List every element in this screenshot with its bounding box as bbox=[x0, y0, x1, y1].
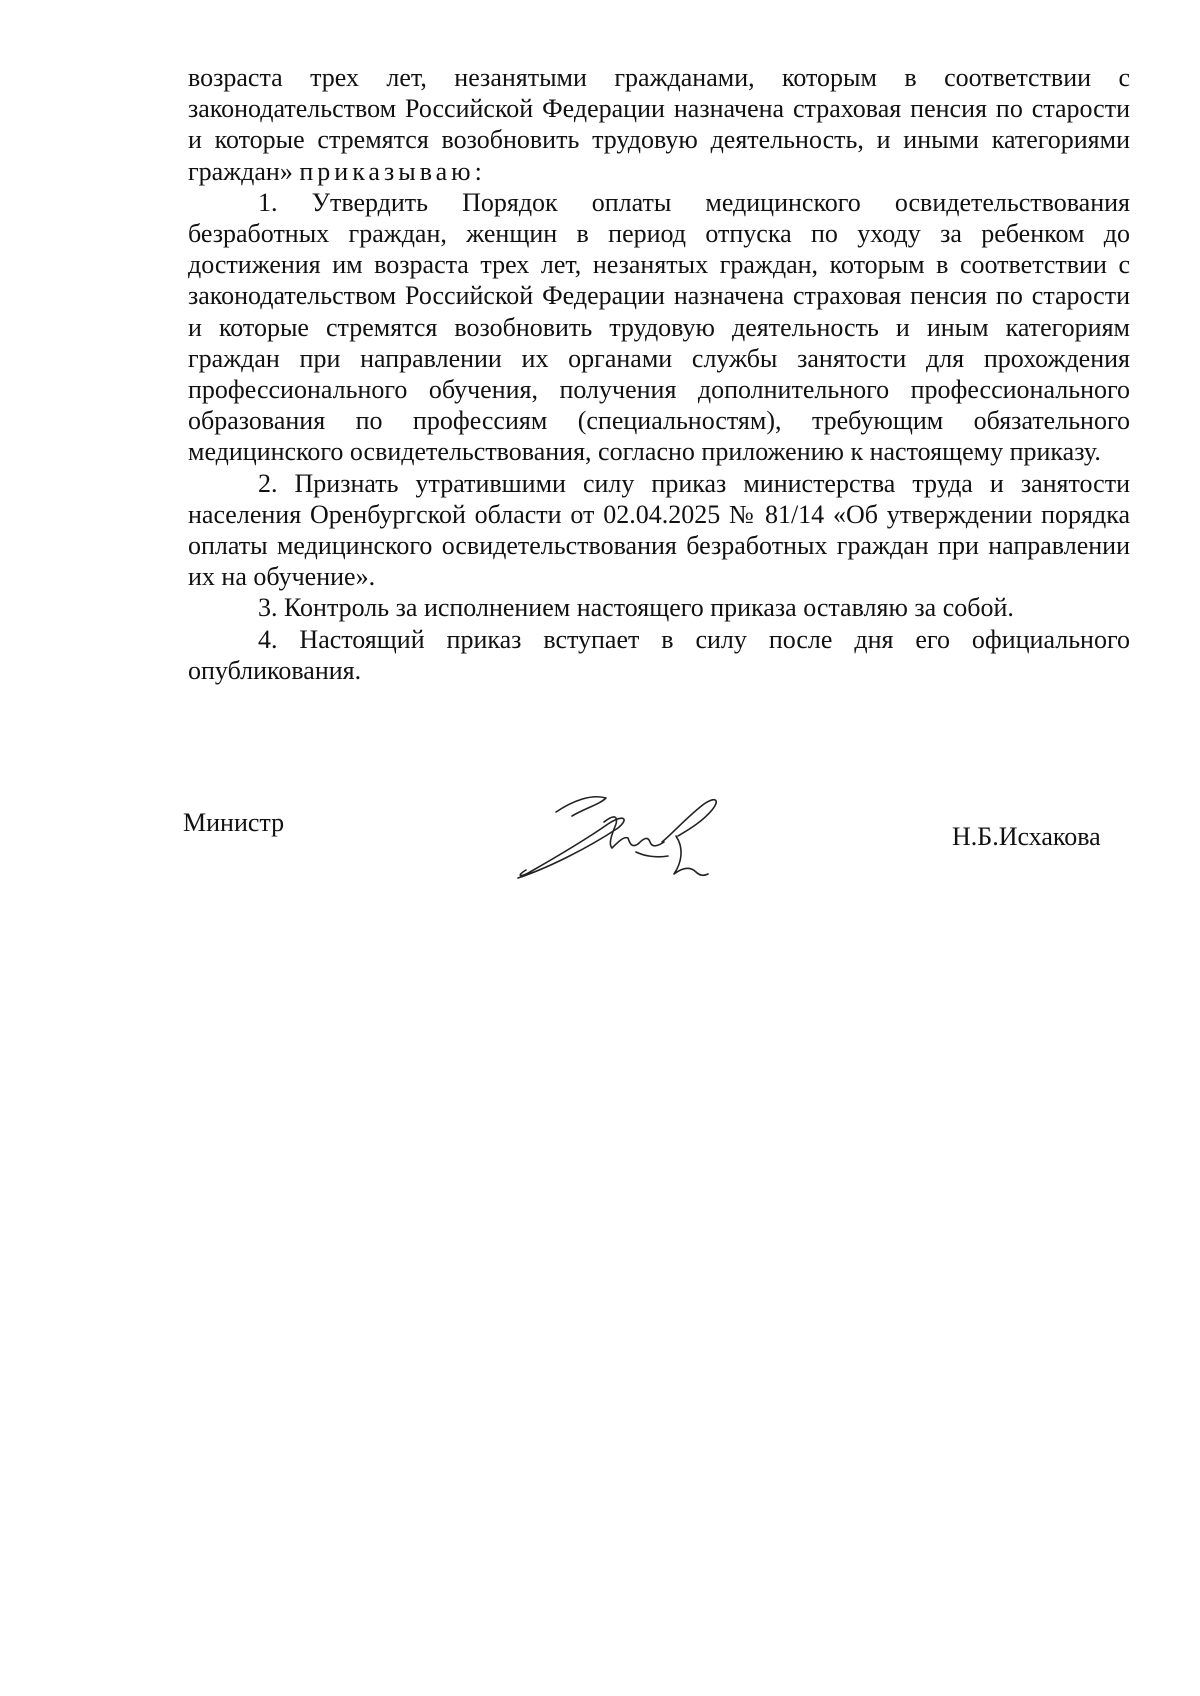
signatory-title: Министр bbox=[183, 808, 285, 837]
item-4: 4. Настоящий приказ вступает в силу после дня его официального опубликования. bbox=[188, 624, 1130, 685]
directive-word: приказываю: bbox=[299, 156, 486, 186]
handwritten-signature bbox=[508, 786, 788, 886]
item-1: 1. Утвердить Порядок оплаты медицинского освидетельствования безработных граждан, женщин в период отпуска по уходу за ребенком до достижения им возраста трех лет, незанятых граждан, которым в соответствии с законодательством Российской Федерации назначена страховая пенсия по старости и которые стремятся возобновить трудовую деятельность и иным категориям граждан при направлении их органами службы занятости для прохождения профессионального обучения, получения дополнительного профессионального образования по профессиям (специальностям), требующим обязательного медицинского освидетельствования, согласно приложению к настоящему приказу. bbox=[188, 187, 1130, 467]
item-3: 3. Контроль за исполнением настоящего приказа оставляю за собой. bbox=[258, 593, 1014, 623]
document-body bbox=[188, 62, 1130, 686]
intro-paragraph bbox=[188, 62, 1130, 187]
signatory-name: Н.Б.Исхакова bbox=[952, 822, 1101, 851]
intro-text: возраста трех лет, незанятыми гражданами, которым в соответствии с законодательством Российской Федерации назначена страховая пенсия по старости и которые стремятся возобновить трудовую деятельность, и иными категориями граждан» bbox=[188, 63, 1130, 186]
signature-block bbox=[0, 780, 1200, 900]
item-2: 2. Признать утратившими силу приказ министерства труда и занятости населения Оренбургской области от 02.04.2025 № 81/14 «Об утверждении порядка оплаты медицинского освидетельствования безработных граждан при направлении их на обучение». bbox=[188, 468, 1130, 592]
